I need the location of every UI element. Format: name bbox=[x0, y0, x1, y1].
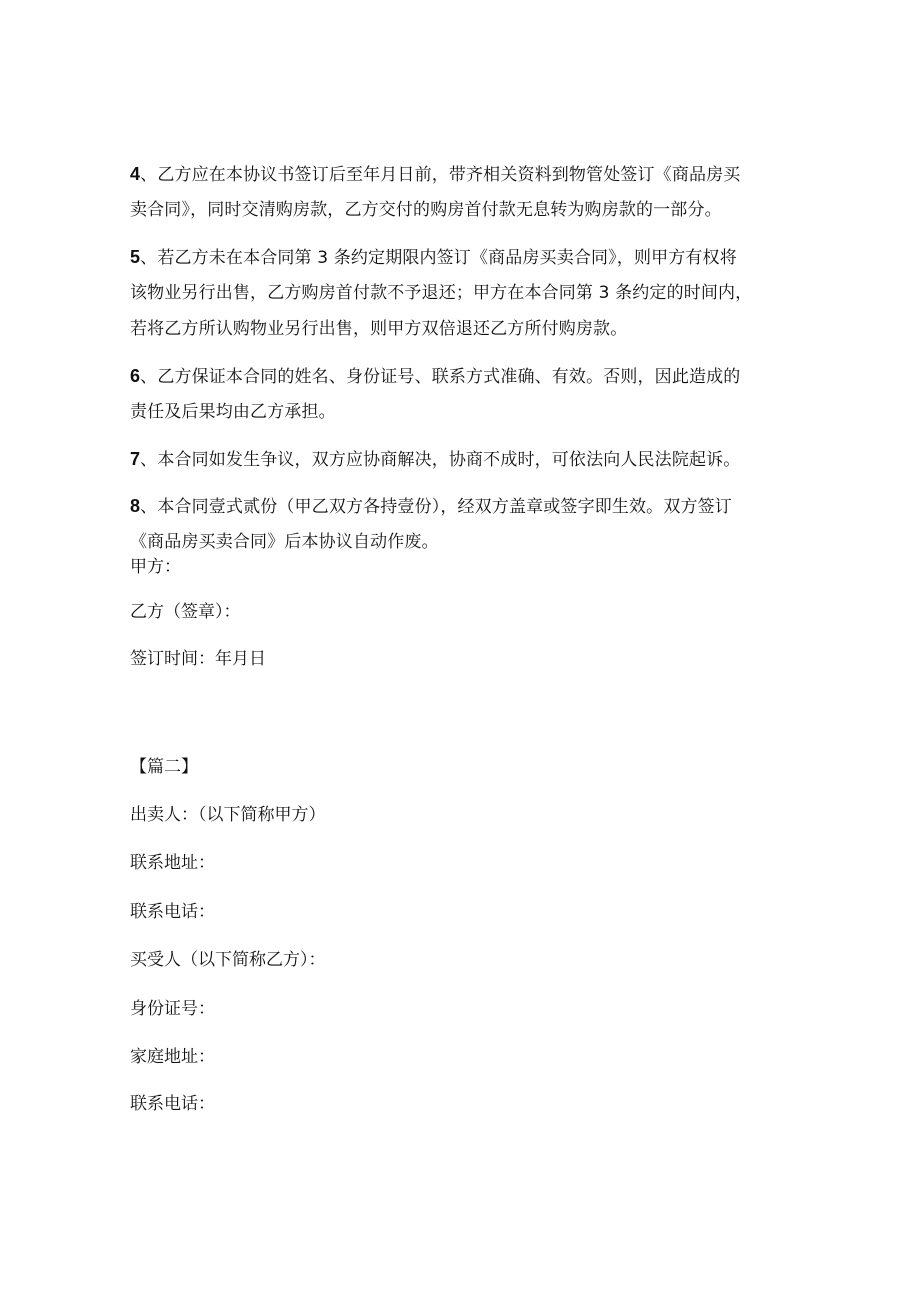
clause-6 bbox=[130, 358, 810, 430]
buyer-id-field: 身份证号： bbox=[130, 999, 215, 1019]
clause-number: 8 bbox=[130, 496, 141, 516]
clause-line: 6、乙方保证本合同的姓名、身份证号、联系方式准确、有效。否则，因此造成的 bbox=[130, 366, 741, 387]
clause-5 bbox=[130, 239, 810, 347]
seller-address-field: 联系地址： bbox=[130, 853, 215, 873]
buyer-phone-field: 联系电话： bbox=[130, 1094, 215, 1114]
seller-phone-field: 联系电话： bbox=[130, 902, 215, 922]
clause-4 bbox=[130, 156, 810, 228]
party-a-signature-label: 甲方： bbox=[130, 557, 181, 577]
clause-line: 若将乙方所认购物业另行出售，则甲方双倍退还乙方所付购房款。 bbox=[130, 319, 628, 339]
clause-line: 责任及后果均由乙方承担。 bbox=[130, 402, 336, 422]
contract-clauses bbox=[130, 156, 810, 571]
buyer-home-address-field: 家庭地址： bbox=[130, 1047, 215, 1067]
clause-number: 6 bbox=[130, 366, 141, 386]
section-two-heading: 【篇二】 bbox=[130, 757, 198, 777]
clause-line: 卖合同》，同时交清购房款，乙方交付的购房首付款无息转为购房款的一部分。 bbox=[130, 200, 722, 220]
clause-line: 该物业另行出售，乙方购房首付款不予退还；甲方在本合同第 3 条约定的时间内， bbox=[130, 283, 753, 303]
clause-line: 5、若乙方未在本合同第 3 条约定期限内签订《商品房买卖合同》，则甲方有权将 bbox=[130, 247, 737, 268]
party-b-signature-label: 乙方（签章）： bbox=[130, 602, 241, 622]
clause-number: 4 bbox=[130, 164, 141, 184]
clause-7 bbox=[130, 441, 810, 477]
clause-line: 4、乙方应在本协议书签订后至年月日前，带齐相关资料到物管处签订《商品房买 bbox=[130, 164, 741, 185]
clause-line: 7、本合同如发生争议，双方应协商解决，协商不成时，可依法向人民法院起诉。 bbox=[130, 449, 741, 470]
clause-number: 5 bbox=[130, 247, 141, 267]
seller-field: 出卖人：（以下简称甲方） bbox=[130, 805, 326, 825]
clause-number: 7 bbox=[130, 449, 141, 469]
sign-date-label: 签订时间：年月日 bbox=[130, 649, 266, 669]
clause-line: 8、本合同壹式贰份（甲乙双方各持壹份），经双方盖章或签字即生效。双方签订 bbox=[130, 496, 732, 517]
clause-line: 《商品房买卖合同》后本协议自动作废。 bbox=[130, 532, 439, 552]
buyer-field: 买受人（以下简称乙方）： bbox=[130, 950, 326, 970]
